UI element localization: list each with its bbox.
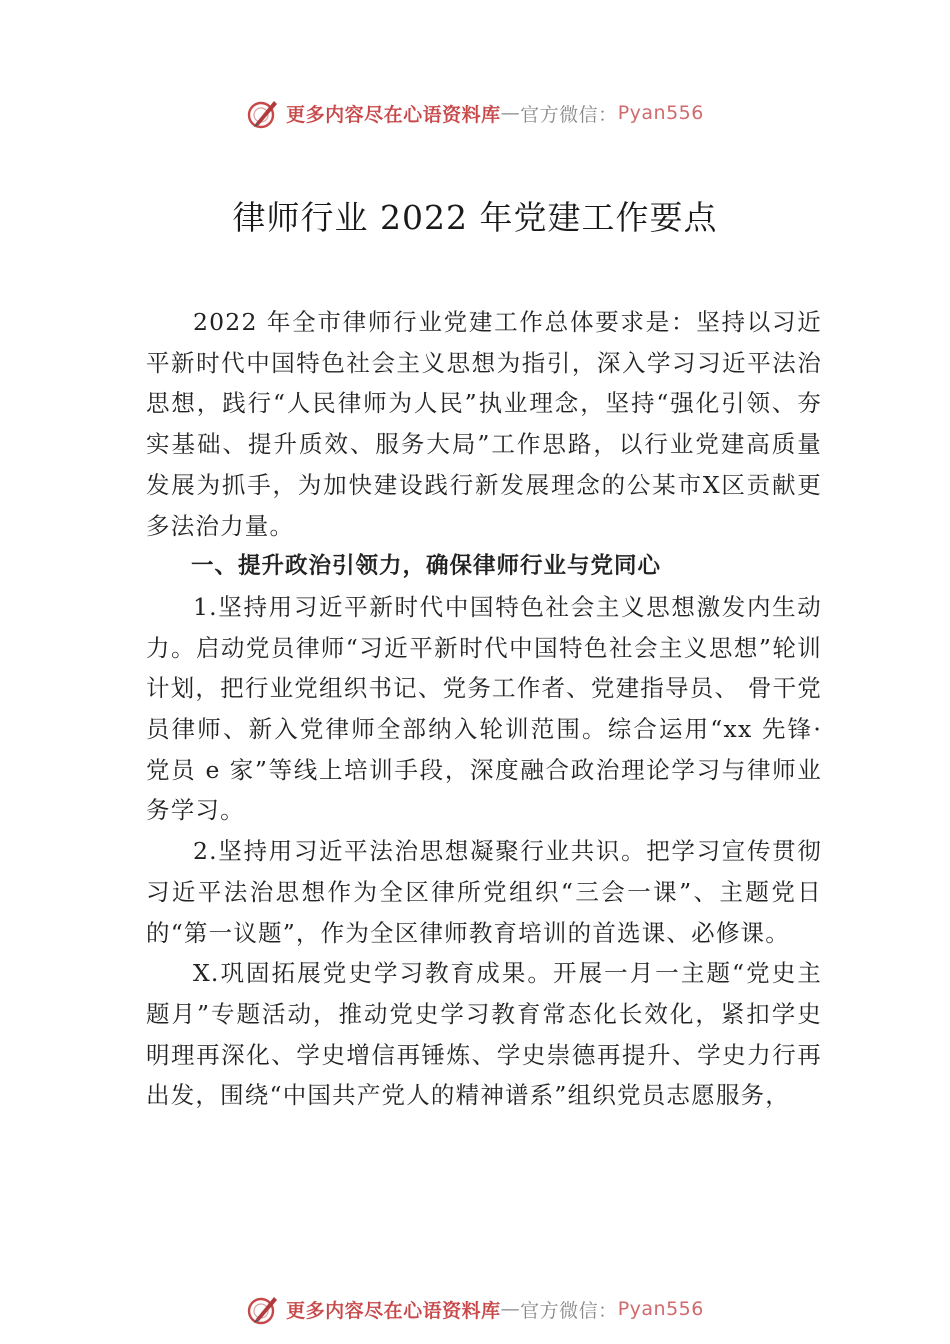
watermark-dash: — [500,102,521,124]
document-body [146,302,822,1116]
watermark-label: 官方微信： [520,1299,618,1322]
paragraph-intro: 2022 年全市律师行业党建工作总体要求是：坚持以习近平新时代中国特色社会主义思想为指引，深入学习习近平法治思想，践行“人民律师为人民”执业理念，坚持“强化引领、夯实基础、提升质效、服务大局”工作思路，以行业党建高质量发展为抓手，为加快建设践行新发展理念的公某市X区贡献更多法治力量。 [146,308,822,540]
watermark-main-text: 更多内容尽在心语资料库 [286,1299,501,1322]
header-watermark [0,96,950,130]
watermark-label: 官方微信： [520,103,618,126]
paragraph-item-3: X.巩固拓展党史学习教育成果。开展一月一主题“党史主题月”专题活动，推动党史学习教育常态化长效化，紧扣学史明理再深化、学史增信再锤炼、学史崇德再提升、学史力行再出发，围绕“中国共产党人的精神谱系”组织党员志愿服务， [146,959,822,1110]
document-title: 律师行业 2022 年党建工作要点 [232,198,718,237]
paragraph-item-1: 1.坚持用习近平新时代中国特色社会主义思想激发内生动力。启动党员律师“习近平新时代中国特色社会主义思想”轮训计划，把行业党组织书记、党务工作者、党建指导员、 骨干党员律师、新入党律师全部纳入轮训范围。综合运用“xx 先锋·党员 e 家”等线上培训手段，深度融合政治理论学习与律师业务学习。 [146,592,822,825]
pen-seal-icon [246,1292,280,1326]
paragraph-item-2: 2.坚持用习近平法治思想凝聚行业共识。把学习宣传贯彻习近平法治思想作为全区律所党组织“三会一课”、主题党日的“第一议题”，作为全区律师教育培训的首选课、必修课。 [146,837,822,947]
footer-watermark [0,1292,950,1326]
watermark-main-text: 更多内容尽在心语资料库 [286,103,501,126]
watermark-wechat-id: Pyan556 [617,102,704,124]
section-heading-1: 一、提升政治引领力，确保律师行业与党同心 [191,553,662,580]
pen-seal-icon [246,96,280,130]
watermark-dash: — [500,1298,521,1320]
watermark-wechat-id: Pyan556 [617,1298,704,1320]
